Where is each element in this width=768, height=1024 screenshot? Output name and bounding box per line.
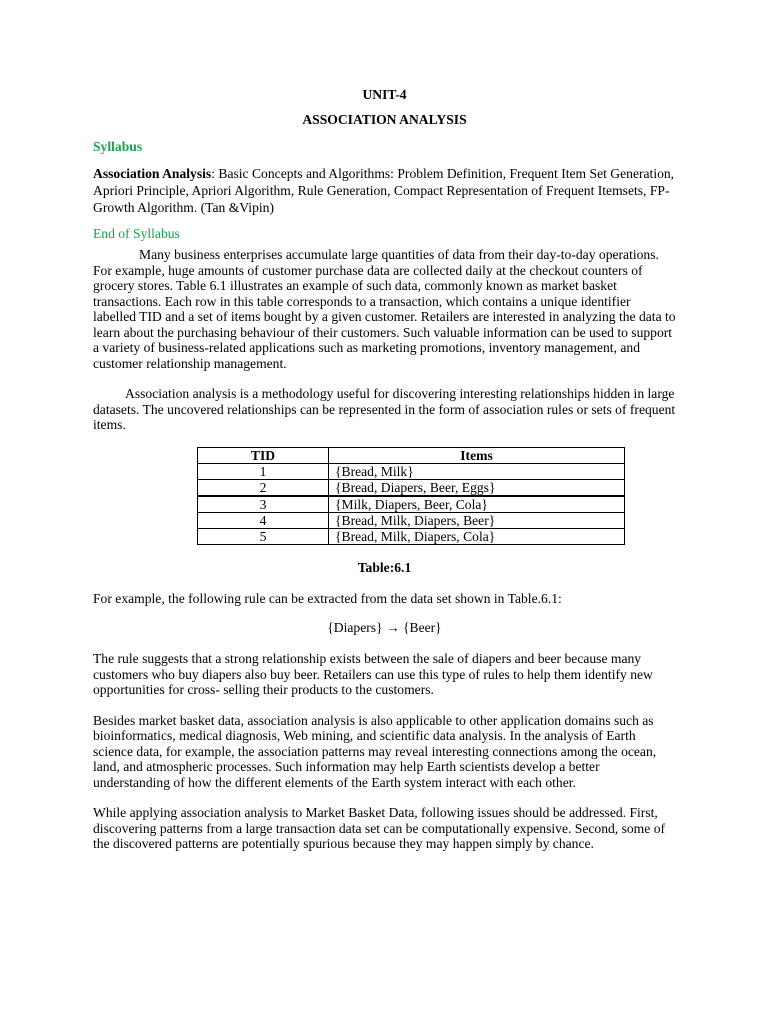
table-cell-tid: 4 bbox=[198, 512, 329, 528]
paragraph-example: For example, the following rule can be extracted from the data set shown in Table.6.1: bbox=[93, 590, 562, 606]
table-cell-tid: 2 bbox=[198, 479, 329, 496]
table-cell-tid: 5 bbox=[198, 528, 329, 544]
table-header-row bbox=[198, 447, 625, 463]
paragraph-issues: While applying association analysis to Market Basket Data, following issues should be addressed. First, discovering patterns from a large transaction data set can be computationally expensive. Second, some of the discovered patterns are potentially spurious because they may happen simply by chance. bbox=[93, 805, 666, 851]
table-row bbox=[198, 528, 625, 544]
syllabus-lead: Association Analysis bbox=[93, 166, 212, 181]
table-cell-items: {Milk, Diapers, Beer, Cola} bbox=[329, 496, 625, 513]
table-row bbox=[198, 496, 625, 513]
table-cell-tid: 1 bbox=[198, 463, 329, 479]
table-cell-items: {Bread, Milk, Diapers, Beer} bbox=[329, 512, 625, 528]
paragraph-definition: Association analysis is a methodology useful for discovering interesting relationships hidden in large datasets. The uncovered relationships can be represented in the form of association rules or sets of frequent items. bbox=[93, 386, 676, 432]
association-rule: {Diapers} → {Beer} bbox=[327, 620, 442, 635]
page-title: ASSOCIATION ANALYSIS bbox=[302, 112, 467, 127]
table-cell-tid: 3 bbox=[198, 496, 329, 513]
table-cell-items: {Bread, Milk} bbox=[329, 463, 625, 479]
syllabus-end: End of Syllabus bbox=[93, 226, 180, 241]
table-header-items: Items bbox=[329, 447, 625, 463]
syllabus-body bbox=[93, 165, 676, 216]
paragraph-rule-explanation: The rule suggests that a strong relationship exists between the sale of diapers and beer because many customers who buy diapers also buy beer. Retailers can use this type of rules to help them identify new opportunities for cross- selling their products to the customers. bbox=[93, 651, 653, 697]
transactions-table bbox=[197, 447, 625, 545]
table-header-tid: TID bbox=[198, 447, 329, 463]
syllabus-heading: Syllabus bbox=[93, 139, 143, 154]
table-row bbox=[198, 463, 625, 479]
unit-title: UNIT-4 bbox=[362, 87, 407, 102]
table-caption: Table:6.1 bbox=[357, 559, 412, 575]
table-row bbox=[198, 479, 625, 496]
table-cell-items: {Bread, Milk, Diapers, Cola} bbox=[329, 528, 625, 544]
table-cell-items: {Bread, Diapers, Beer, Eggs} bbox=[329, 479, 625, 496]
paragraph-intro: Many business enterprises accumulate large quantities of data from their day-to-day operations. For example, huge amounts of customer purchase data are collected daily at the checkout counters of grocery stores. Table 6.1 illustrates an example of such data, commonly known as market basket transactions. Each row in this table corresponds to a transaction, which contains a unique identifier labelled TID and a set of items bought by a given customer. Retailers are interested in analyzing the data to learn about the purchasing behaviour of their customers. Such valuable information can be used to support a variety of business-related applications such as marketing promotions, inventory management, and customer relationship management. bbox=[93, 247, 676, 371]
table-row bbox=[198, 512, 625, 528]
syllabus-topics: : Basic Concepts and Algorithms: Problem Definition, Frequent Item Set Generation, Apriori Principle, Apriori Algorithm, Rule Generation, Compact Representation of Frequent Itemsets, FP-Growth Algorithm. (Tan &Vipin) bbox=[93, 166, 675, 215]
paragraph-applications: Besides market basket data, association analysis is also applicable to other application domains such as bioinformatics, medical diagnosis, Web mining, and scientific data analysis. In the analysis of Earth science data, for example, the association patterns may reveal interesting connections among the ocean, land, and atmospheric processes. Such information may help Earth scientists develop a better understanding of how the different elements of the Earth system interact with each other. bbox=[93, 712, 657, 790]
